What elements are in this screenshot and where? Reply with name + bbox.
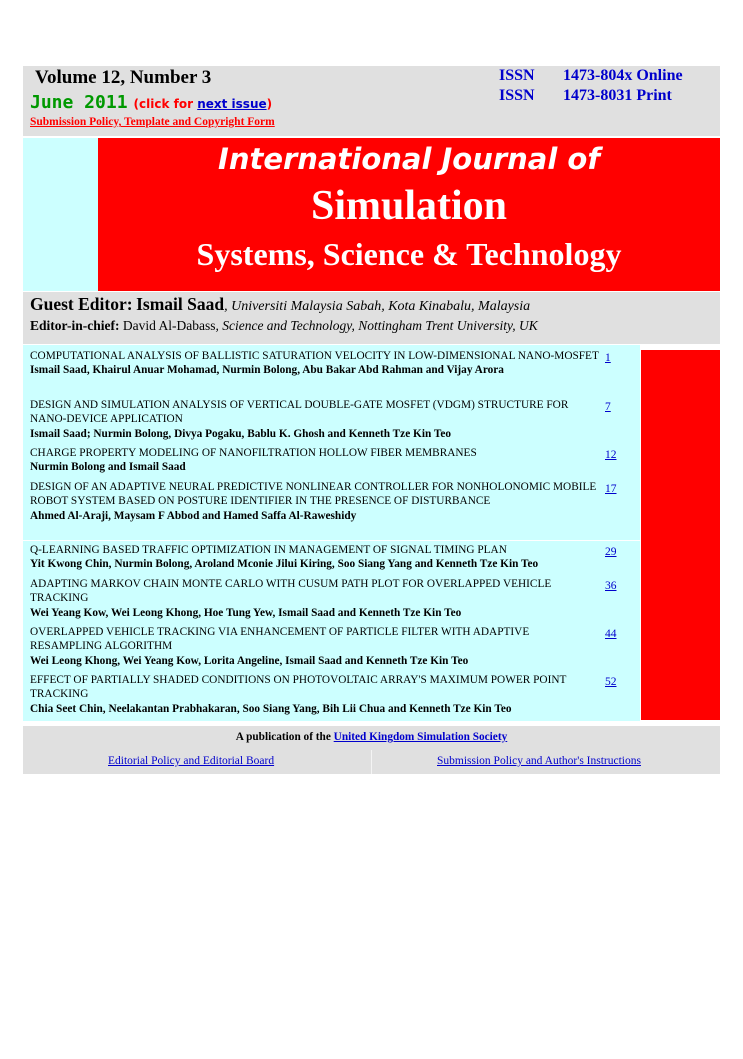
publication-note: A publication of the United Kingdom Simulation Society: [235, 731, 508, 743]
table-of-contents: [23, 345, 640, 721]
editor-in-chief: Editor-in-chief: David Al-Dabass, Science and Technology, Nottingham Trent University, UK: [30, 318, 538, 333]
article-authors: Ismail Saad, Khairul Anuar Mohamad, Nurmin Bolong, Abu Bakar Abd Rahman and Vijay Arora: [30, 364, 504, 377]
journal-title-line2: Simulation: [310, 183, 508, 229]
article-page-link[interactable]: 17: [605, 483, 617, 495]
article-title: DESIGN AND SIMULATION ANALYSIS OF VERTICAL DOUBLE-GATE MOSFET (VDGM) STRUCTURE FOR NANO-DEVICE APPLICATION: [30, 399, 569, 426]
article-entry: [30, 480, 630, 523]
article-title: CHARGE PROPERTY MODELING OF NANOFILTRATION HOLLOW FIBER MEMBRANES: [30, 447, 477, 459]
article-page-link[interactable]: 12: [605, 449, 617, 461]
article-title: Q-LEARNING BASED TRAFFIC OPTIMIZATION IN MANAGEMENT OF SIGNAL TIMING PLAN: [30, 544, 507, 556]
article-entry: [30, 349, 630, 378]
journal-title-line1: International Journal of: [218, 142, 600, 176]
article-entry: [30, 577, 630, 620]
article-title: ADAPTING MARKOV CHAIN MONTE CARLO WITH CUSUM PATH PLOT FOR OVERLAPPED VEHICLE TRACKING: [30, 578, 552, 605]
article-page-link[interactable]: 7: [605, 401, 611, 413]
next-issue-link[interactable]: next issue: [197, 97, 267, 111]
title-side-panel: [23, 138, 98, 291]
next-issue-hint: (click for next issue): [133, 97, 273, 111]
article-title: COMPUTATIONAL ANALYSIS OF BALLISTIC SATURATION VELOCITY IN LOW-DIMENSIONAL NANO-MOSFET: [30, 350, 599, 362]
article-title: OVERLAPPED VEHICLE TRACKING VIA ENHANCEMENT OF PARTICLE FILTER WITH ADAPTIVE RESAMPLING ALGORITHM: [30, 626, 530, 653]
issue-header: [23, 66, 720, 136]
article-entry: [30, 446, 630, 475]
article-authors: Nurmin Bolong and Ismail Saad: [30, 461, 186, 474]
footer-panel: [23, 726, 720, 774]
journal-title-line3: Systems, Science & Technology: [196, 236, 622, 272]
article-authors: Ahmed Al-Araji, Maysam F Abbod and Hamed Saffa Al-Raweshidy: [30, 509, 357, 522]
article-page-link[interactable]: 29: [605, 546, 617, 558]
article-page-link[interactable]: 44: [605, 628, 617, 640]
guest-editor: Guest Editor: Ismail Saad, Universiti Malaysia Sabah, Kota Kinabalu, Malaysia: [30, 294, 531, 314]
volume-number: Volume 12, Number 3: [35, 67, 212, 88]
issue-date: June 2011: [30, 92, 128, 113]
article-page-link[interactable]: 36: [605, 580, 617, 592]
editorial-policy-link[interactable]: Editorial Policy and Editorial Board: [108, 755, 275, 767]
editors-panel: [23, 292, 720, 344]
article-page-link[interactable]: 52: [605, 676, 617, 688]
article-page-link[interactable]: 1: [605, 352, 611, 364]
article-entry: [30, 673, 630, 716]
article-entry: [30, 543, 630, 572]
author-instructions-link[interactable]: Submission Policy and Author's Instructions: [437, 755, 641, 767]
article-entry: [30, 625, 630, 668]
article-title: DESIGN OF AN ADAPTIVE NEURAL PREDICTIVE NONLINEAR CONTROLLER FOR NONHOLONOMIC MOBILE ROBOT SYSTEM BASED ON POSTURE IDENTIFIER IN THE PRESENCE OF DISTURBANCE: [30, 481, 597, 508]
article-authors: Yit Kwong Chin, Nurmin Bolong, Aroland Mconie Jilui Kiring, Soo Siang Yang and Kenneth Tze Kin Teo: [30, 558, 539, 571]
article-authors: Chia Seet Chin, Neelakantan Prabhakaran, Soo Siang Yang, Bih Lii Chua and Kenneth Tze Kin Teo: [30, 702, 512, 715]
footer-divider: [371, 750, 372, 774]
issn-print: ISSN 1473-8031 Print: [499, 87, 672, 104]
article-authors: Wei Leong Khong, Wei Yeang Kow, Lorita Angeline, Ismail Saad and Kenneth Tze Kin Teo: [30, 654, 469, 667]
issue-date-line: [30, 92, 272, 113]
divider: [23, 540, 640, 541]
article-authors: Wei Yeang Kow, Wei Leong Khong, Hoe Tung Yew, Ismail Saad and Kenneth Tze Kin Teo: [30, 606, 462, 619]
toc-side-panel: [641, 350, 720, 720]
article-authors: Ismail Saad; Nurmin Bolong, Divya Pogaku, Bablu K. Ghosh and Kenneth Tze Kin Teo: [30, 427, 452, 440]
article-title: EFFECT OF PARTIALLY SHADED CONDITIONS ON PHOTOVOLTAIC ARRAY'S MAXIMUM POWER POINT TRACKING: [30, 674, 567, 701]
article-entry: [30, 398, 630, 441]
issn-online: ISSN 1473-804x Online: [499, 67, 683, 84]
journal-title-banner: [98, 138, 720, 291]
submission-policy-link[interactable]: Submission Policy, Template and Copyright Form: [30, 116, 275, 128]
society-link[interactable]: United Kingdom Simulation Society: [333, 731, 508, 743]
